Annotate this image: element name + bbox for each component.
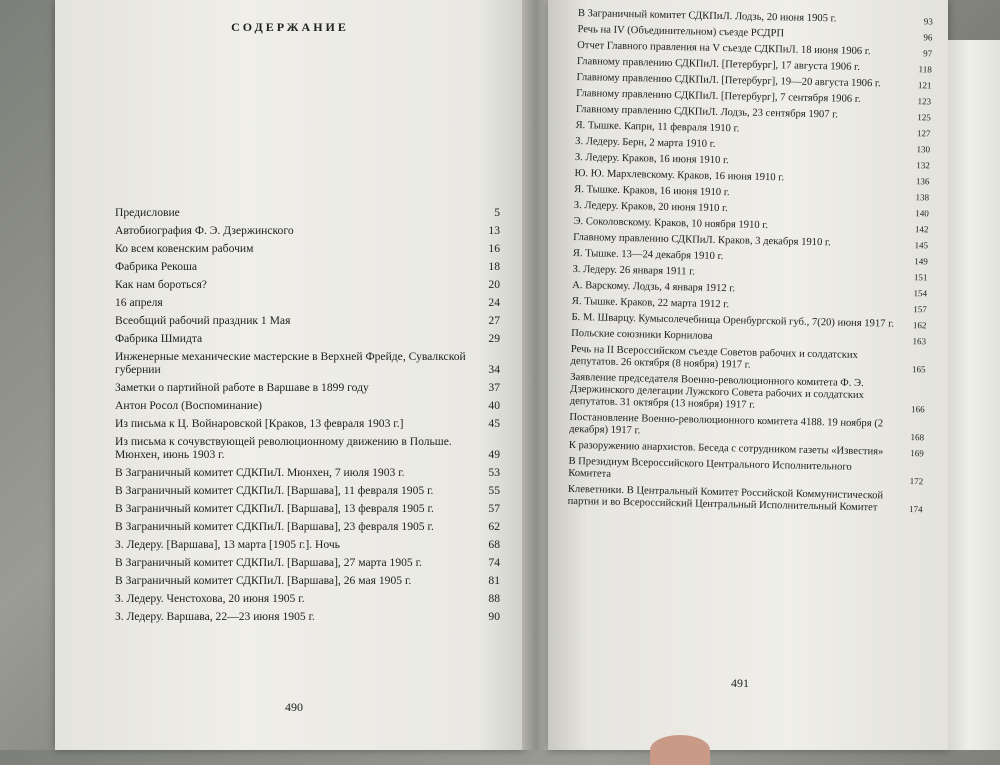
toc-entry-title: Б. М. Шварцу. Кумысолечебница Оренбургской губ., 7(20) июня 1917 г. bbox=[571, 311, 895, 330]
toc-entry bbox=[570, 344, 925, 375]
toc-entry-title: Речь на II Всероссийском съезде Советов рабочих и солдатских депутатов. 26 октября (8 ноября) 1917 г. bbox=[570, 343, 858, 371]
toc-entry-page: 123 bbox=[917, 96, 932, 107]
toc-entry-title: Я. Тышке. Капри, 11 февраля 1910 г. bbox=[575, 119, 740, 135]
toc-entry bbox=[115, 206, 500, 219]
toc-entry-title: Из письма к сочувствующей революционному движению в Польше. Мюнхен, июнь 1903 г. bbox=[115, 435, 452, 461]
toc-entry-title: В Заграничный комитет СДКПиЛ. [Варшава], 13 февраля 1905 г. bbox=[115, 502, 434, 515]
toc-entry-page: 132 bbox=[916, 160, 930, 171]
page-number: 490 bbox=[285, 700, 303, 714]
toc-entry-page: 121 bbox=[917, 80, 932, 91]
toc-entry bbox=[115, 592, 500, 605]
left-page bbox=[55, 0, 525, 750]
toc-entry-title: В Заграничный комитет СДКПиЛ. Лодзь, 20 июня 1905 г. bbox=[577, 8, 837, 25]
toc-entry bbox=[115, 574, 500, 587]
book-spine bbox=[522, 0, 550, 750]
toc-entry-title: Я. Тышке. 13—24 декабря 1910 г. bbox=[572, 247, 724, 263]
toc-entry-page: 130 bbox=[916, 144, 931, 155]
toc-entry-title: Из письма к Ц. Войнаровской [Краков, 13 февраля 1903 г.] bbox=[115, 417, 404, 430]
toc-entry-page: 97 bbox=[923, 48, 933, 59]
toc-entry-page: 34 bbox=[488, 363, 500, 376]
toc-entry bbox=[115, 610, 500, 623]
toc-entry-title: Я. Тышке. Краков, 22 марта 1912 г. bbox=[571, 295, 730, 311]
toc-entry-title: Я. Тышке. Краков, 16 июня 1910 г. bbox=[574, 183, 730, 199]
toc-entry-page: 55 bbox=[488, 484, 500, 497]
toc-entry-title: Э. Соколовскому. Краков, 10 ноября 1910 г. bbox=[573, 215, 769, 232]
toc-entry bbox=[115, 484, 500, 497]
toc-entry-page: 5 bbox=[494, 206, 500, 219]
toc-entry bbox=[115, 242, 500, 255]
toc-entry bbox=[115, 278, 500, 291]
toc-entry-page: 96 bbox=[923, 32, 933, 43]
toc-entry-page: 74 bbox=[488, 556, 500, 569]
toc-entry-title: Как нам бороться? bbox=[115, 278, 207, 291]
toc-entry-title: Ко всем ковенским рабочим bbox=[115, 242, 254, 255]
toc-entry-page: 27 bbox=[488, 314, 500, 327]
toc-entry bbox=[568, 456, 923, 487]
toc-entry-title: Главному правлению СДКПиЛ. [Петербург], 17 августа 1906 г. bbox=[576, 55, 861, 73]
toc-list-right bbox=[567, 8, 932, 519]
toc-entry-title: 16 апреля bbox=[115, 296, 163, 309]
toc-entry bbox=[115, 538, 500, 551]
toc-entry-page: 127 bbox=[916, 128, 931, 139]
toc-entry-title: Польские союзники Корнилова bbox=[571, 327, 713, 342]
toc-entry-title: З. Ледеру. Краков, 16 июня 1910 г. bbox=[574, 151, 729, 167]
toc-entry-title: Речь на IV (Объединительном) съезде РСДРП bbox=[577, 23, 785, 40]
toc-entry-page: 145 bbox=[914, 240, 929, 251]
toc-entry bbox=[115, 296, 500, 309]
toc-entry-page: 172 bbox=[909, 476, 924, 487]
toc-entry-title: В Заграничный комитет СДКПиЛ. [Варшава], 27 марта 1905 г. bbox=[115, 556, 422, 569]
toc-entry-page: 162 bbox=[912, 320, 927, 331]
toc-entry-title: В Заграничный комитет СДКПиЛ. [Варшава], 11 февраля 1905 г. bbox=[115, 484, 434, 497]
toc-entry-page: 90 bbox=[488, 610, 500, 623]
page-number: 491 bbox=[731, 676, 749, 690]
toc-entry-page: 49 bbox=[488, 448, 500, 461]
toc-entry bbox=[115, 224, 500, 237]
toc-entry-page: 165 bbox=[911, 364, 926, 375]
toc-entry bbox=[115, 260, 500, 273]
toc-entry-page: 81 bbox=[488, 574, 500, 587]
toc-entry-page: 13 bbox=[488, 224, 500, 237]
toc-entry-title: Главному правлению СДКПиЛ. Краков, 3 декабря 1910 г. bbox=[573, 231, 831, 249]
toc-entry-page: 138 bbox=[915, 192, 930, 203]
toc-entry-page: 163 bbox=[912, 336, 927, 347]
toc-entry-page: 154 bbox=[913, 288, 928, 299]
toc-entry-title: В Заграничный комитет СДКПиЛ. [Варшава], 26 мая 1905 г. bbox=[115, 574, 412, 587]
toc-entry-title: Отчет Главного правления на V съезде СДКПиЛ. 18 июня 1906 г. bbox=[577, 39, 871, 58]
toc-entry-page: 136 bbox=[915, 176, 930, 187]
toc-entry-page: 45 bbox=[488, 417, 500, 430]
toc-entry bbox=[115, 435, 500, 461]
toc-entry-title: Заметки о партийной работе в Варшаве в 1899 году bbox=[115, 381, 369, 394]
toc-entry-page: 40 bbox=[488, 399, 500, 412]
toc-entry-title: В Президиум Всероссийского Центрального Исполнительного Комитета bbox=[568, 455, 852, 480]
toc-entry bbox=[115, 381, 500, 394]
book-cover-edge bbox=[948, 40, 1000, 750]
toc-entry bbox=[115, 417, 500, 430]
toc-entry-page: 18 bbox=[488, 260, 500, 273]
toc-entry-page: 166 bbox=[911, 404, 925, 415]
toc-entry-page: 29 bbox=[488, 332, 500, 345]
toc-entry-title: З. Ледеру. [Варшава], 13 марта [1905 г.]. Ночь bbox=[115, 538, 340, 551]
toc-entry bbox=[115, 466, 500, 479]
toc-entry bbox=[115, 332, 500, 345]
toc-entry-page: 174 bbox=[908, 504, 923, 515]
toc-entry-page: 88 bbox=[488, 592, 500, 605]
toc-entry-title: Инженерные механические мастерские в Верхней Фрейде, Сувалкской губернии bbox=[115, 350, 466, 376]
toc-entry-page: 16 bbox=[488, 242, 500, 255]
toc-entry-page: 169 bbox=[910, 448, 924, 459]
toc-entry-page: 151 bbox=[913, 272, 928, 283]
toc-entry-page: 93 bbox=[923, 16, 933, 27]
page-title: СОДЕРЖАНИЕ bbox=[231, 20, 349, 34]
toc-entry-title: К разоружению анархистов. Беседа с сотрудником газеты «Известия» bbox=[568, 439, 884, 458]
right-page bbox=[548, 0, 948, 750]
toc-entry bbox=[115, 556, 500, 569]
toc-entry-page: 57 bbox=[488, 502, 500, 515]
toc-entry-page: 118 bbox=[918, 64, 932, 75]
toc-entry-page: 149 bbox=[914, 256, 928, 267]
toc-entry-title: З. Ледеру. Ченстохова, 20 июня 1905 г. bbox=[115, 592, 305, 605]
toc-entry-title: В Заграничный комитет СДКПиЛ. Мюнхен, 7 июля 1903 г. bbox=[115, 466, 405, 479]
toc-entry bbox=[568, 484, 923, 515]
toc-entry-page: 140 bbox=[915, 208, 929, 219]
toc-entry-title: Автобиография Ф. Э. Дзержинского bbox=[115, 224, 294, 237]
toc-entry-page: 37 bbox=[488, 381, 500, 394]
toc-list-left bbox=[115, 206, 500, 628]
toc-entry-title: Заявление председателя Военно-революционного комитета Ф. Э. Дзержинского делегации Лужского Совета рабочих и солдатских депутатов. 31 октября (13 ноября) 1917 г. bbox=[569, 371, 864, 411]
toc-entry bbox=[115, 399, 500, 412]
toc-entry-title: Фабрика Шмидта bbox=[115, 332, 203, 345]
toc-entry-page: 125 bbox=[917, 112, 931, 123]
toc-entry-page: 20 bbox=[488, 278, 500, 291]
toc-entry-page: 68 bbox=[488, 538, 500, 551]
toc-entry-title: З. Ледеру. Варшава, 22—23 июня 1905 г. bbox=[115, 610, 315, 623]
toc-entry bbox=[115, 350, 500, 376]
toc-entry-title: Главному правлению СДКПиЛ. [Петербург], 7 сентября 1906 г. bbox=[576, 87, 861, 105]
toc-entry-title: З. Ледеру. 26 января 1911 г. bbox=[572, 263, 696, 278]
toc-entry bbox=[569, 412, 924, 443]
toc-entry-title: А. Варскому. Лодзь, 4 января 1912 г. bbox=[572, 279, 736, 295]
toc-entry-page: 62 bbox=[488, 520, 500, 533]
toc-entry bbox=[115, 502, 500, 515]
toc-entry-title: Предисловие bbox=[115, 206, 180, 219]
toc-entry-title: З. Ледеру. Краков, 20 июня 1910 г. bbox=[573, 199, 728, 215]
toc-entry-page: 142 bbox=[914, 224, 929, 235]
toc-entry-title: З. Ледеру. Берн, 2 марта 1910 г. bbox=[575, 135, 716, 150]
hand bbox=[650, 735, 710, 765]
toc-entry-title: Главному правлению СДКПиЛ. [Петербург], 19—20 августа 1906 г. bbox=[576, 71, 881, 90]
toc-entry-page: 168 bbox=[910, 432, 925, 443]
toc-entry-title: Антон Росол (Воспоминание) bbox=[115, 399, 263, 412]
toc-entry bbox=[570, 372, 926, 415]
toc-entry-title: Постановление Военно-революционного комитета 4188. 19 ноября (2 декабря) 1917 г. bbox=[569, 411, 884, 437]
toc-entry-title: Фабрика Рекоша bbox=[115, 260, 198, 273]
toc-entry-title: Всеобщий рабочий праздник 1 Мая bbox=[115, 314, 291, 327]
toc-entry-title: Главному правлению СДКПиЛ. Лодзь, 23 сентября 1907 г. bbox=[575, 103, 839, 121]
toc-entry-page: 157 bbox=[913, 304, 927, 315]
toc-entry bbox=[115, 520, 500, 533]
toc-entry-page: 53 bbox=[488, 466, 500, 479]
toc-entry-page: 24 bbox=[488, 296, 500, 309]
toc-entry-title: В Заграничный комитет СДКПиЛ. [Варшава], 23 февраля 1905 г. bbox=[115, 520, 434, 533]
toc-entry-title: Ю. Ю. Мархлевскому. Краков, 16 июня 1910 г. bbox=[574, 167, 785, 184]
toc-entry bbox=[115, 314, 500, 327]
toc-entry-title: Клеветники. В Центральный Комитет Российской Коммунистической партии и во Всероссийский Центральный Исполнительный Комитет bbox=[567, 483, 884, 514]
